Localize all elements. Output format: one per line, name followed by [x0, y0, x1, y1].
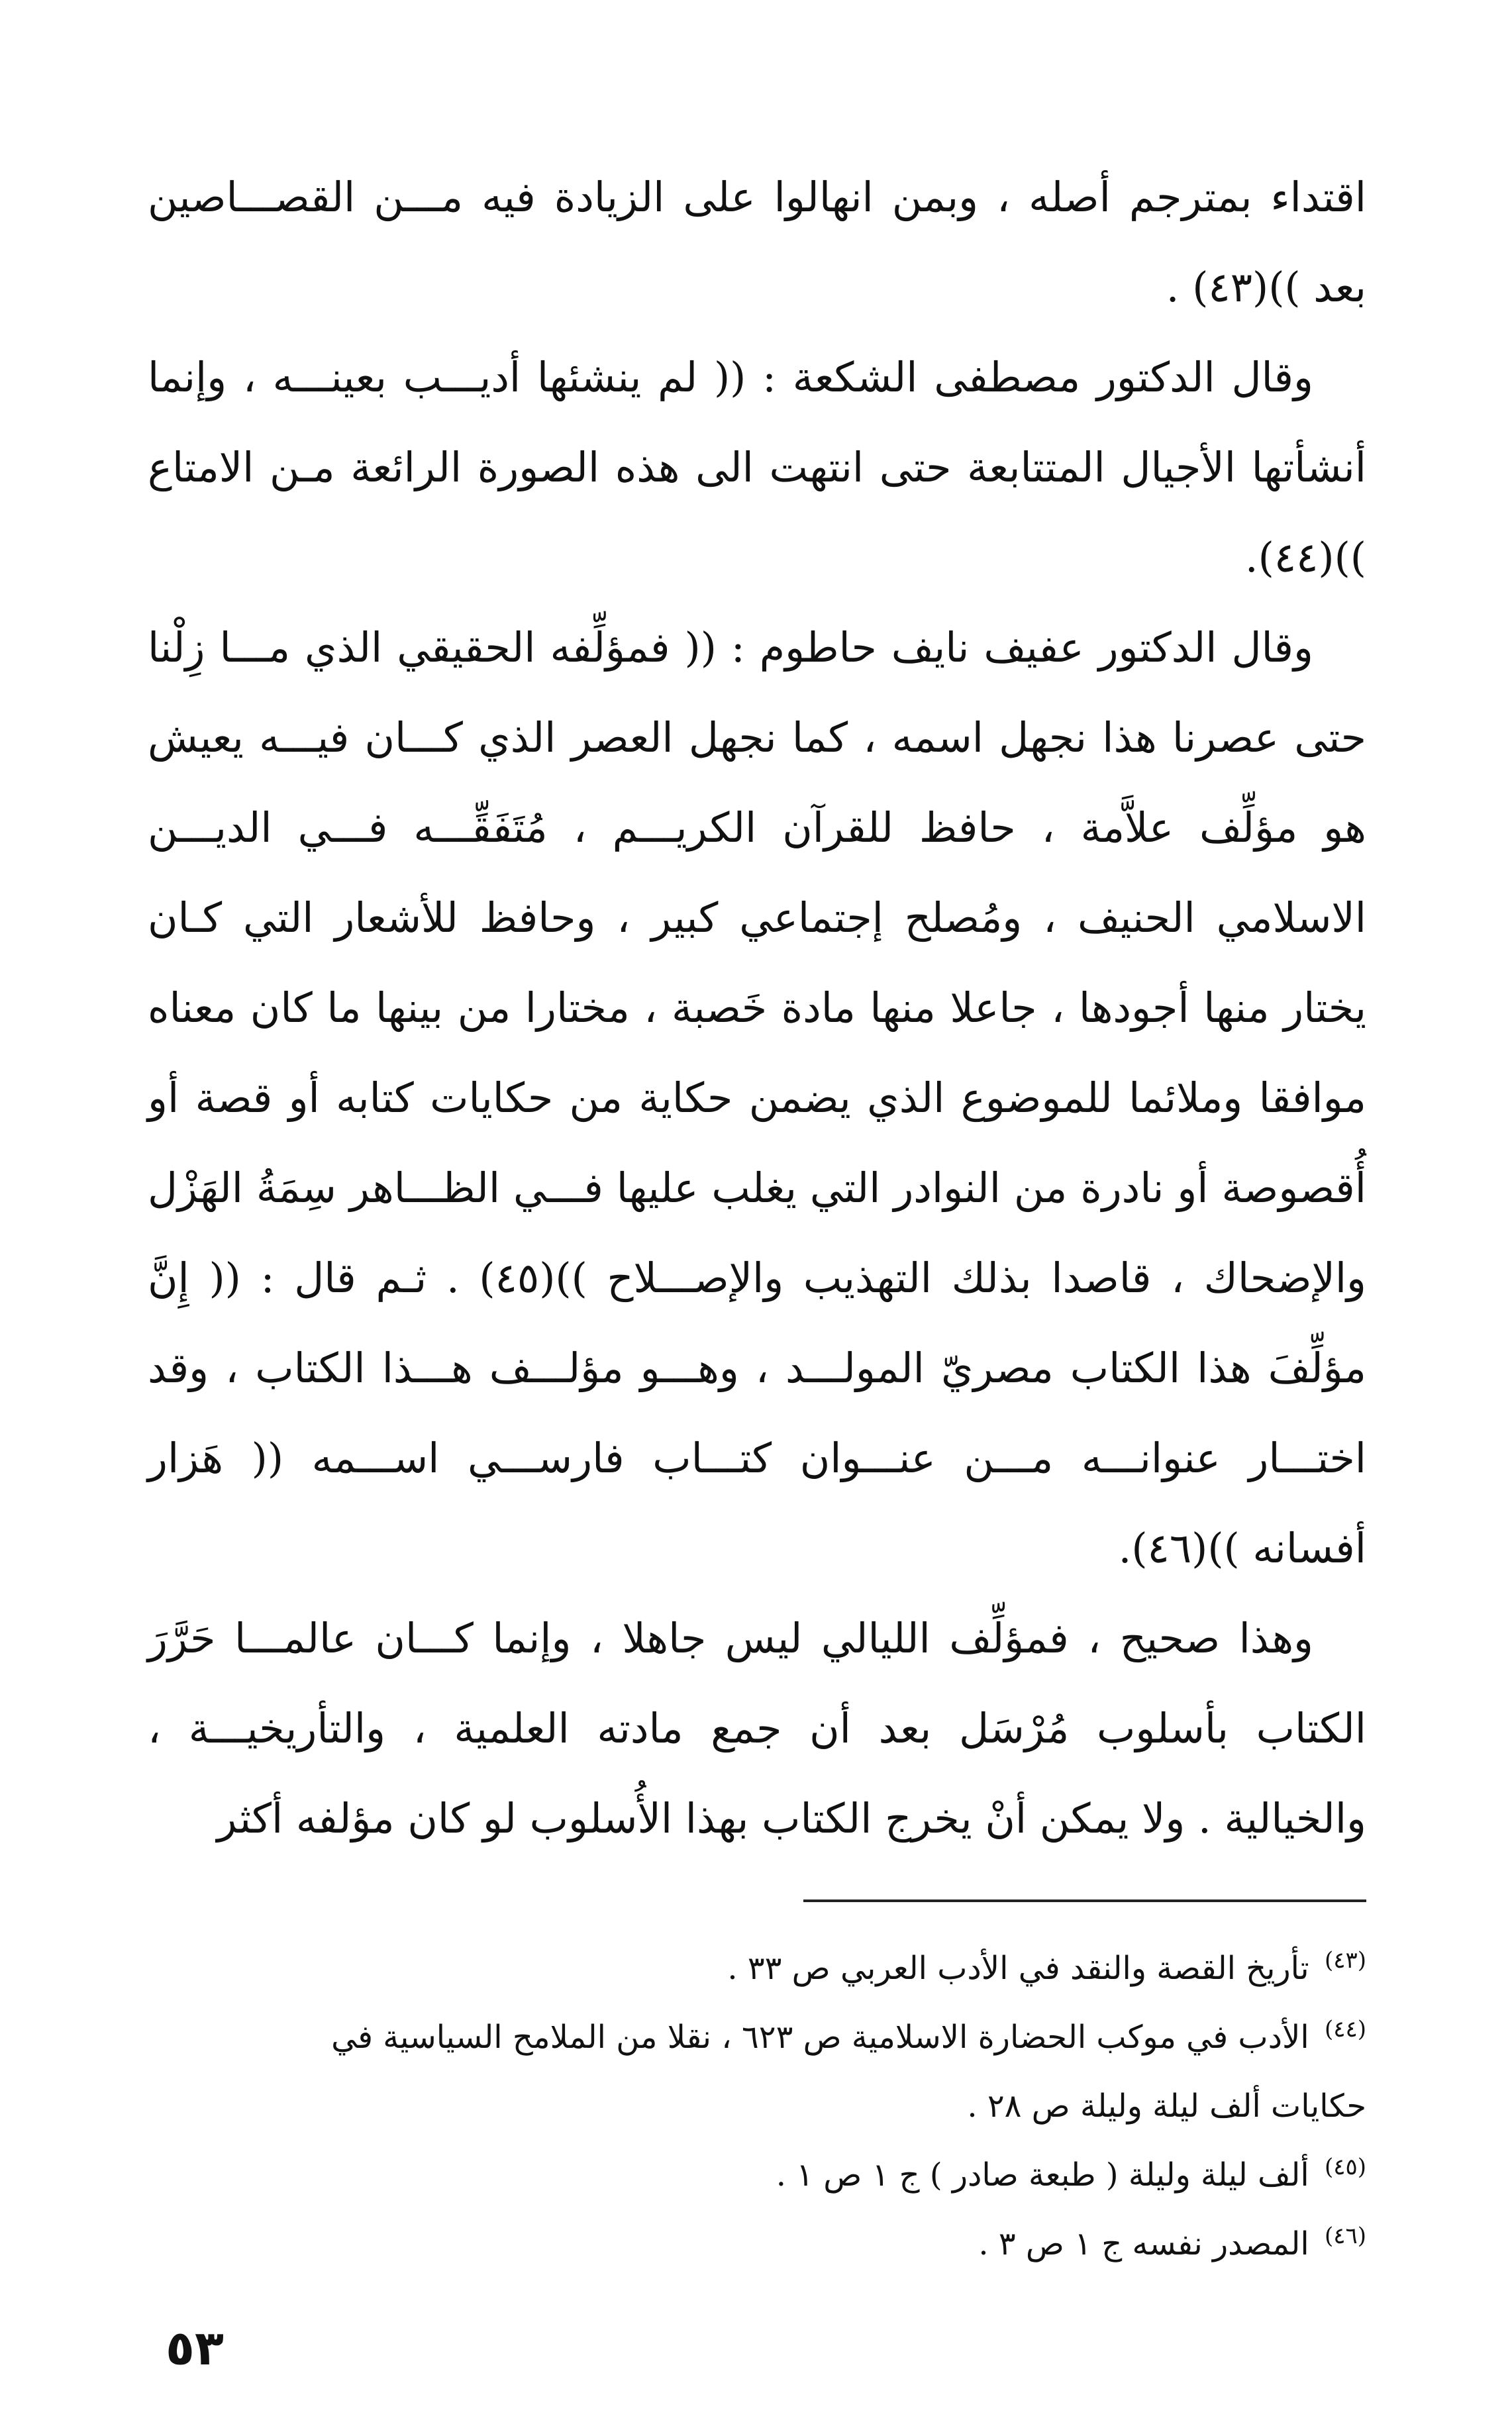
footnote-text: المصدر نفسه ج ١ ص ٣ . — [978, 2225, 1309, 2262]
footnote-text: الأدب في موكب الحضارة الاسلامية ص ٦٢٣ ، نقلا من الملامح السياسية في — [331, 2019, 1309, 2056]
page-number: ٥٣ — [166, 2320, 224, 2376]
footnote-text: تأريخ القصة والنقد في الأدب العربي ص ٣٣ . — [727, 1950, 1309, 1987]
footnotes — [148, 1934, 1366, 2278]
footnote-number: (٤٥) — [1324, 2154, 1366, 2180]
paragraph-3: وقال الدكتور عفيف نايف حاطوم : (( فمؤلِّفه الحقيقي الذي مـــا زِلْنا حتى عصرنا هذا نجهل اسمه ، كما نجهل العصر الذي كـــان فيـــه يعيش هو مؤلِّف علاَّمة ، حافظ للقرآن الكريـــم ، مُتَفَقِّـــه فـــي الديـــن الاسلامي الحنيف ، ومُصلح إجتماعي كبير ، وحافظ للأشعار التي كـان يختار منها أجودها ، جاعلا منها مادة خَصبة ، مختارا من بينها ما كان معناه موافقا وملائما للموضوع الذي يضمن حكاية من حكايات كتابه أو قصة أو أُقصوصة أو نادرة من النوادر التي يغلب عليها فـــي الظـــاهر سِمَةُ الهَزْل والإضحاك ، قاصدا بذلك التهذيب والإصـــلاح ))(٤٥) . ثـم قال : (( إِنَّ مؤلِّفَ هذا الكتاب مصريّ المولـــد ، وهـــو مؤلـــف هـــذا الكتاب ، وقد اختـــار عنوانـــه مـــن عنـــوان كتـــاب فارســـي اســـمه (( هَزار أفسانه ))(٤٦). — [148, 623, 1366, 1572]
paragraph-2: وقال الدكتور مصطفى الشكعة : (( لم ينشئها أديـــب بعينـــه ، وإنما أنشأتها الأجيال المتتابعة حتى انتهت الى هذه الصورة الرائعة مـن الامتاع ))(٤٤). — [148, 353, 1366, 582]
footnote-text: ألف ليلة وليلة ( طبعة صادر ) ج ١ ص ١ . — [776, 2156, 1309, 2194]
paragraph-4: وهذا صحيح ، فمؤلِّف الليالي ليس جاهلا ، وإنما كـــان عالمـــا حَرَّرَ الكتاب بأسلوب مُرْسَل بعد أن جمع مادته العلمية ، والتأريخيـــة ، والخيالية . ولا يمكن أنْ يخرج الكتاب بهذا الأُسلوب لو كان مؤلفه أكثر — [148, 1614, 1366, 1843]
main-text — [148, 152, 1366, 1864]
footnote-number: (٤٣) — [1324, 1947, 1366, 1974]
footnote-44 — [148, 2003, 1366, 2141]
footnote-number: (٤٦) — [1324, 2223, 1366, 2249]
footnote-46 — [148, 2209, 1366, 2278]
footnote-number: (٤٤) — [1324, 2016, 1366, 2043]
footnote-43 — [148, 1934, 1366, 2003]
footnote-45 — [148, 2141, 1366, 2209]
footnote-continuation: حكايات ألف ليلة وليلة ص ٢٨ . — [967, 2088, 1366, 2125]
footnote-divider — [803, 1899, 1366, 1902]
paragraph-1: اقتداء بمترجم أصله ، وبمن انهالوا على الزيادة فيه مـــن القصـــاصين بعد ))(٤٣) . — [148, 173, 1366, 311]
